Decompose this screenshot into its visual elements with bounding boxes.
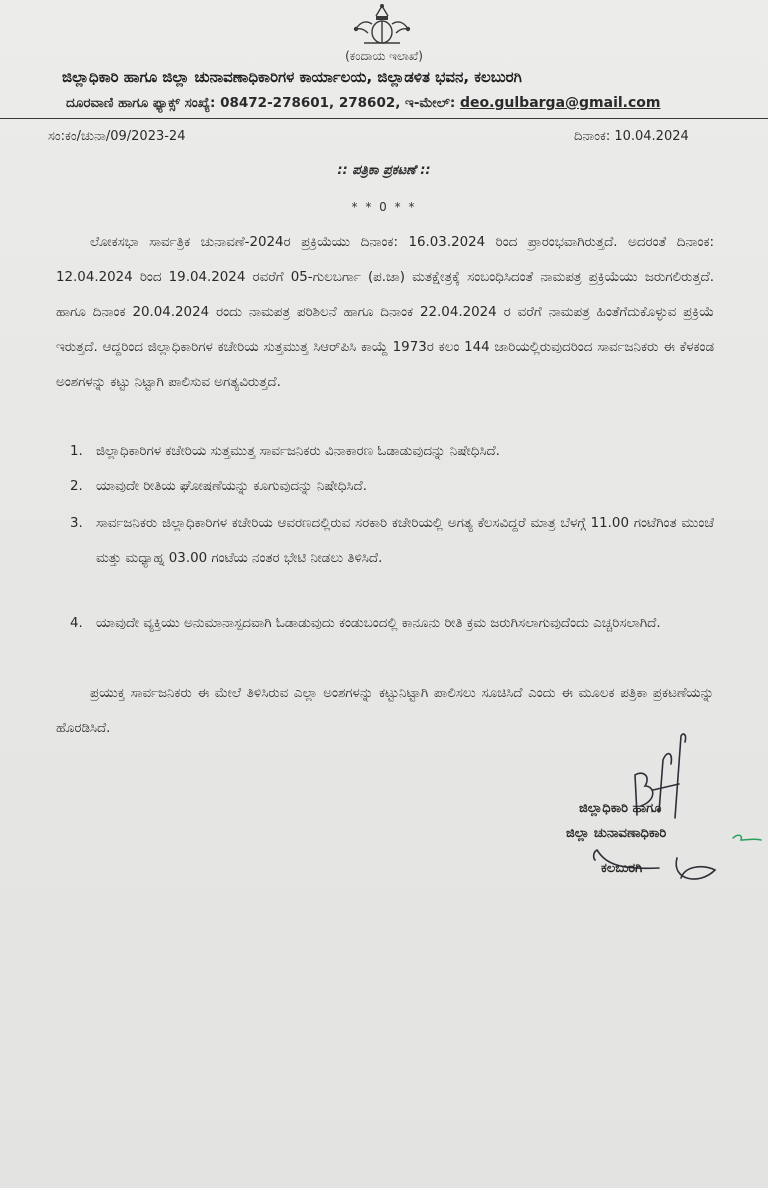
- list-item: [70, 506, 714, 576]
- list-item-text: ಸಾರ್ವಜನಿಕರು ಜಿಲ್ಲಾಧಿಕಾರಿಗಳ ಕಚೇರಿಯ ಆವರಣದಲ್ಲಿರುವ ಸರಕಾರಿ ಕಚೇರಿಯಲ್ಲಿ ಅಗತ್ಯ ಕೆಲಸವಿದ್ದರೆ ಮಾತ್ರ ಬೆಳಗ್ಗೆ 11.00 ಗಂಟೆಗಿಂತ ಮುಂಚೆ ಮತ್ತು ಮಧ್ಯಾಹ್ನ 03.00 ಗಂಟೆಯ ನಂತರ ಭೇಟಿ ನೀಡಲು ತಿಳಿಸಿದೆ.: [96, 516, 714, 566]
- list-item-number: 1.: [70, 444, 83, 459]
- list-item-number: 2.: [70, 479, 83, 494]
- list-item-number: 4.: [70, 616, 83, 631]
- list-item-text: ಯಾವುದೇ ರೀತಿಯ ಘೋಷಣೆಯನ್ನು ಕೂಗುವುದನ್ನು ನಿಷೇಧಿಸಿದೆ.: [96, 479, 367, 494]
- signatory-title-line2: ಜಿಲ್ಲಾ ಚುನಾವಣಾಧಿಕಾರಿ: [566, 826, 667, 841]
- state-emblem-icon: [346, 2, 418, 46]
- reference-number: ಸಂ:ಕಂ/ಚುನಾ/09/2023-24: [48, 129, 186, 144]
- list-item: [70, 469, 714, 504]
- signatory-title-line1: ಜಿಲ್ಲಾಧಿಕಾರಿ ಹಾಗೂ: [579, 801, 662, 816]
- list-item-text: ಯಾವುದೇ ವ್ಯಕ್ತಿಯು ಅನುಮಾನಾಸ್ಪದವಾಗಿ ಓಡಾಡುವುದು ಕಂಡುಬಂದಲ್ಲಿ ಕಾನೂನು ರೀತಿ ಕ್ರಮ ಜರುಗಿಸಲಾಗುವುದೆಂದು ಎಚ್ಚರಿಸಲಾಗಿದೆ.: [96, 616, 661, 631]
- title-separator: * * 0 * *: [351, 200, 417, 214]
- contact-email-link[interactable]: deo.gulbarga@gmail.com: [459, 95, 661, 111]
- contact-phone: ದೂರವಾಣಿ ಹಾಗೂ ಫ್ಯಾಕ್ಸ್ ಸಂಖ್ಯೆ: 08472-278601, 278602, ಇ-ಮೇಲ್:: [66, 95, 456, 111]
- list-item: [70, 434, 714, 469]
- contact-line: [66, 95, 716, 111]
- department-name: (ಕಂದಾಯ ಇಲಾಖೆ): [345, 49, 423, 63]
- letter-date: ದಿನಾಂಕ: 10.04.2024: [574, 129, 689, 144]
- press-release-title: :: ಪತ್ರಿಕಾ ಪ್ರಕಟಣೆ ::: [337, 163, 431, 178]
- closing-paragraph: ಪ್ರಯುಕ್ತ ಸಾರ್ವಜನಿಕರು ಈ ಮೇಲೆ ತಿಳಿಸಿರುವ ಎಲ್ಲಾ ಅಂಶಗಳನ್ನು ಕಟ್ಟುನಿಟ್ಟಾಗಿ ಪಾಲಿಸಲು ಸೂಚಿಸಿದೆ ಎಂದು ಈ ಮೂಲಕ ಪತ್ರಿಕಾ ಪ್ರಕಟಣೆಯನ್ನು ಹೊರಡಿಸಿದೆ.: [56, 686, 714, 736]
- body-paragraph: ಲೋಕಸಭಾ ಸಾರ್ವತ್ರಿಕ ಚುನಾವಣೆ-2024ರ ಪ್ರಕ್ರಿಯೆಯು ದಿನಾಂಕ: 16.03.2024 ರಿಂದ ಪ್ರಾರಂಭವಾಗಿರುತ್ತದೆ. ಅದರಂತೆ ದಿನಾಂಕ: 12.04.2024 ರಿಂದ 19.04.2024 ರವರೆಗೆ 05-ಗುಲಬರ್ಗಾ (ಪ.ಜಾ) ಮತಕ್ಷೇತ್ರಕ್ಕೆ ಸಂಬಂಧಿಸಿದಂತೆ ನಾಮಪತ್ರ ಪ್ರಕ್ರಿಯೆಯು ಜರುಗಲಿರುತ್ತದೆ. ಹಾಗೂ ದಿನಾಂಕ 20.04.2024 ರಂದು ನಾಮಪತ್ರ ಪರಿಶಿಲನೆ ಹಾಗೂ ದಿನಾಂಕ 22.04.2024 ರ ವರೆಗೆ ನಾಮಪತ್ರ ಹಿಂತೆಗೆದುಕೊಳ್ಳುವ ಪ್ರಕ್ರಿಯೆ ಇರುತ್ತದೆ. ಆದ್ದರಿಂದ ಜಿಲ್ಲಾಧಿಕಾರಿಗಳ ಕಚೇರಿಯ ಸುತ್ತಮುತ್ತ ಸಿಆರ್‌ಪಿಸಿ ಕಾಯ್ದೆ 1973ರ ಕಲಂ 144 ಜಾರಿಯಲ್ಲಿರುವುದರಿಂದ ಸಾರ್ವಜನಿಕರು ಈ ಕೆಳಕಂಡ ಅಂಶಗಳನ್ನು ಕಟ್ಟು ನಿಟ್ಟಾಗಿ ಪಾಲಿಸುವ ಅಗತ್ಯವಿರುತ್ತದೆ.: [56, 235, 714, 390]
- signatory-place: ಕಲಬುರಗಿ: [601, 861, 643, 876]
- header-divider: [0, 118, 768, 119]
- list-item-text: ಜಿಲ್ಲಾಧಿಕಾರಿಗಳ ಕಚೇರಿಯ ಸುತ್ತಮುತ್ತ ಸಾರ್ವಜನಿಕರು ವಿನಾಕಾರಣ ಓಡಾಡುವುದನ್ನು ನಿಷೇಧಿಸಿದೆ.: [96, 444, 500, 459]
- list-item: [70, 606, 714, 641]
- office-name: ಜಿಲ್ಲಾಧಿಕಾರಿ ಹಾಗೂ ಜಿಲ್ಲಾ ಚುನಾವಣಾಧಿಕಾರಿಗಳ ಕಾರ್ಯಾಲಯ, ಜಿಲ್ಲಾಡಳಿತ ಭವನ, ಕಲಬುರಗಿ: [62, 68, 522, 86]
- list-item-number: 3.: [70, 516, 83, 531]
